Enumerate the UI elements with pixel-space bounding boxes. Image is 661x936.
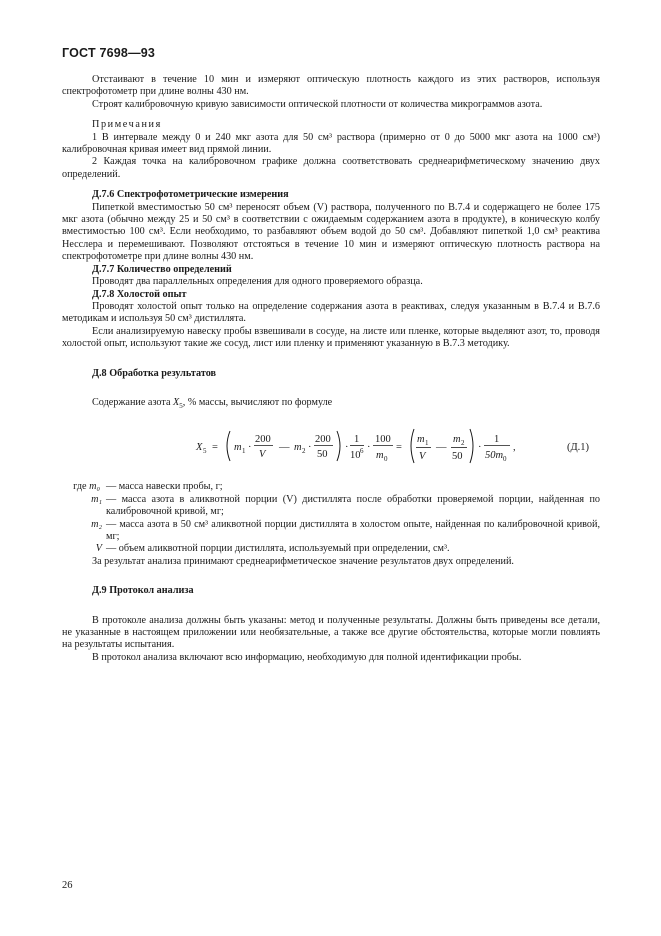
paragraph: Строят калибровочную кривую зависимости оптической плотности от количества микрограммов азота.: [92, 98, 543, 110]
svg-text:m: m: [234, 442, 242, 454]
svg-text:=: =: [212, 442, 218, 454]
svg-text:10: 10: [350, 450, 361, 462]
svg-text:0: 0: [384, 455, 388, 464]
svg-text:2: 2: [461, 439, 465, 448]
svg-text:—: —: [436, 442, 447, 454]
svg-text:50: 50: [452, 451, 463, 463]
paragraph: Проводят холостой опыт только на определение содержания азота в реактивах, следуя указанным в В.7.4 и В.7.6 методикам и используя 50 см³ дистиллята.: [62, 300, 600, 325]
paragraph: Пипеткой вместимостью 50 см³ переносят объем (V) раствора, полученного по В.7.4 и содержащего не более 175 мкг азота (обычно между 25 и 50 см³ в соответствии с ожидаемым содержанием азота в продукте), в коническую колбу вместимостью 100 см³. Если необходимо, то разбавляют объем водой до 50 см³. Добавляют пипеткой 1,0 см³ реактива Несслера и перемешивают. Позволяют отстояться в течение 10 мин и измеряют оптическую плотность раствора на спектрофотометре при длине волны 430 нм.: [62, 201, 600, 263]
svg-text:100: 100: [375, 434, 391, 446]
paragraph: Если анализируемую навеску пробы взвешивали в сосуде, на листе или пленке, которые выделяют азот, то, проводя холостой опыт, используют такие же сосуд, лист или пленку и применяют указанную в В.7.3 методику.: [62, 325, 600, 350]
svg-text:·: ·: [345, 442, 349, 454]
formula-lhs: X: [196, 442, 203, 454]
definition-m2: m₂ — масса азота в 50 см³ аликвотной порции дистиллята в холостом опыте, найденная по калибровочной кривой, мг;: [91, 518, 600, 542]
formula-definitions: [62, 481, 600, 555]
svg-text:1: 1: [242, 447, 246, 456]
svg-text:m: m: [294, 442, 302, 454]
svg-text:50: 50: [317, 449, 328, 461]
svg-text:50m: 50m: [485, 450, 504, 462]
formula-d1: [62, 417, 600, 477]
section-heading-d77: Д.7.7 Количество определений: [92, 263, 232, 275]
section-heading-d78: Д.7.8 Холостой опыт: [92, 288, 187, 300]
definition-m0: где m₀ — масса навески пробы, г;: [73, 481, 223, 493]
svg-text:=: =: [396, 442, 402, 454]
note-2: 2 Каждая точка на калибровочном графике должна соответствовать среднеарифметическому значению двух определений.: [62, 156, 600, 180]
svg-text:V: V: [259, 449, 266, 461]
svg-text:V: V: [419, 451, 426, 463]
svg-text:5: 5: [203, 447, 207, 456]
svg-text:2: 2: [302, 447, 306, 456]
svg-text:200: 200: [255, 434, 271, 446]
section-heading-d9: Д.9 Протокол анализа: [92, 585, 194, 597]
svg-text:,: ,: [513, 442, 516, 454]
document-header: ГОСТ 7698—93: [62, 46, 156, 60]
page-number: 26: [62, 880, 73, 891]
svg-text:0: 0: [503, 455, 507, 464]
note-1: 1 В интервале между 0 и 240 мкг азота для 50 см³ раствора (примерно от 0 до 5000 мкг азота на 1000 см³) калибровочная кривая имеет вид прямой линии.: [62, 131, 600, 156]
document-body: [62, 74, 600, 664]
svg-text:1: 1: [494, 434, 500, 446]
section-heading-d8: Д.8 Обработка результатов: [92, 367, 217, 379]
paragraph: В протоколе анализа должны быть указаны: метод и полученные результаты. Должны быть приведены все детали, не указанные в настоящем приложении или необязательные, а также все другие обстоятельства, которые могли повлиять на результаты испытания.: [62, 614, 600, 651]
svg-text:m: m: [453, 434, 461, 446]
notes-label: Примечания: [92, 119, 162, 131]
paragraph: За результат анализа принимают среднеарифметическое значение результатов двух определений.: [92, 555, 514, 567]
svg-text:·: ·: [308, 442, 312, 454]
svg-text:m: m: [417, 434, 425, 446]
formula-intro: Содержание азота $X_5$, % массы, вычисляют по формуле: [92, 396, 333, 410]
paragraph: Отстаивают в течение 10 мин и измеряют оптическую плотность каждого из этих растворов, используя спектрофотометр при длине волны 430 нм.: [62, 74, 600, 98]
definition-m1: m₁ — масса азота в аликвотной порции (V) дистиллята после обработки проверяемой порции, найденная по калибровочной кривой, мг;: [91, 493, 600, 518]
svg-text:m: m: [376, 450, 384, 462]
paragraph: В протокол анализа включают всю информацию, необходимую для полной идентификации пробы.: [92, 651, 522, 663]
svg-text:6: 6: [360, 447, 364, 456]
svg-text:·: ·: [367, 442, 371, 454]
formula-number: (Д.1): [567, 442, 590, 454]
definition-v: V — объем аликвотной порции дистиллята, используемый при определении, см³.: [95, 543, 450, 555]
svg-text:1: 1: [425, 439, 429, 448]
svg-text:·: ·: [478, 442, 482, 454]
paragraph: Проводят два параллельных определения для одного проверяемого образца.: [92, 276, 423, 288]
svg-text:1: 1: [354, 434, 360, 446]
svg-text:—: —: [279, 442, 290, 454]
svg-text:·: ·: [248, 442, 252, 454]
section-heading-d76: Д.7.6 Спектрофотометрические измерения: [92, 189, 289, 201]
svg-text:200: 200: [315, 434, 331, 446]
